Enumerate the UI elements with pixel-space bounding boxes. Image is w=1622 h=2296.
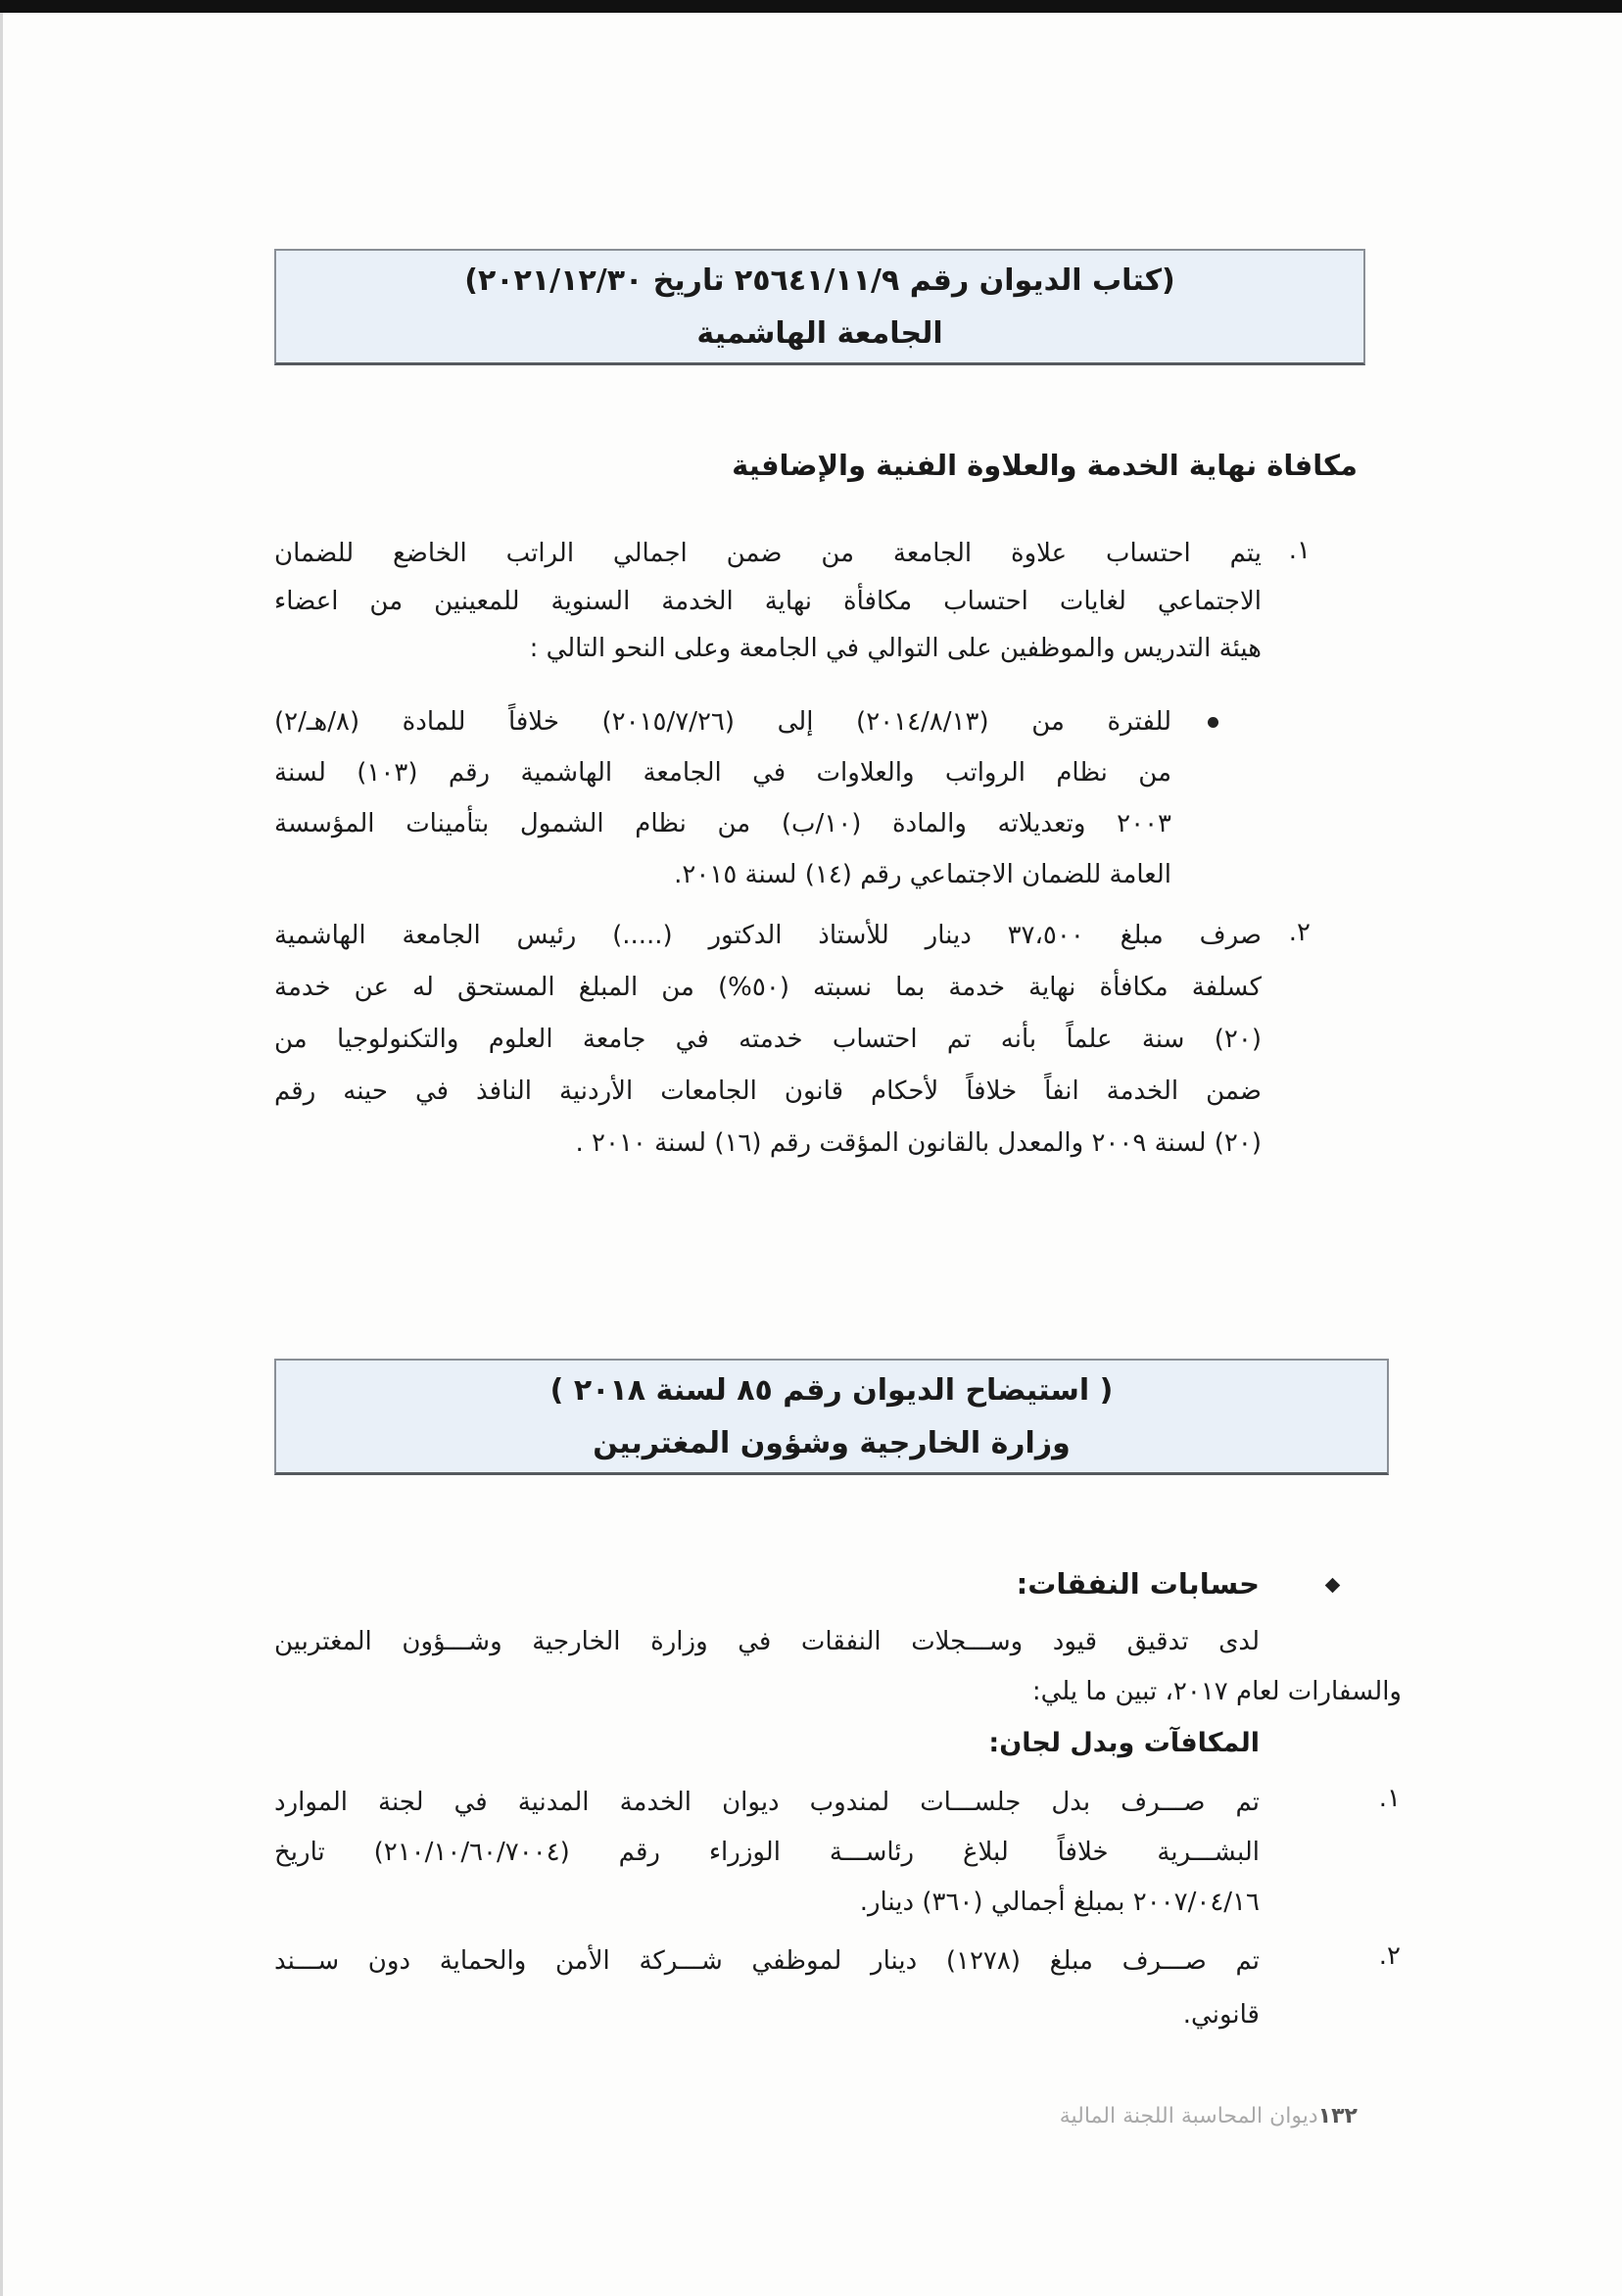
bullet-dot-icon	[1208, 717, 1218, 728]
section2-box-line2: وزارة الخارجية وشؤون المغتربين	[593, 1426, 1071, 1460]
section2-box-line1: ( استيضاح الديوان رقم ٨٥ لسنة ٢٠١٨ )	[549, 1373, 1114, 1408]
section2-subheading: المكافآت وبدل لجان:	[988, 1728, 1260, 1758]
text-line: لدى تدقيق قيود وســـجلات النفقات في وزارة الخارجية وشـــؤون المغتربين	[274, 1627, 1260, 1656]
text-line: (٢٠) لسنة ٢٠٠٩ والمعدل بالقانون المؤقت رقم (١٦) لسنة ٢٠١٠ .	[575, 1128, 1262, 1158]
text-line: ٢٠٠٣ وتعديلاته والمادة (١٠/ب) من نظام الشمول بتأمينات المؤسسة	[274, 809, 1171, 838]
section1-heading: مكافاة نهاية الخدمة والعلاوة الفنية والإضافية	[732, 449, 1358, 482]
section2-intro-line1	[274, 1618, 1260, 1665]
section1-item2-number: ٢.	[1288, 918, 1311, 947]
section1-box-line2: الجامعة الهاشمية	[696, 316, 943, 351]
section2-heading: حسابات النفقات:	[1016, 1567, 1260, 1601]
section2-item2-number: ٢.	[1378, 1941, 1401, 1971]
section2-item2	[274, 1935, 1260, 2042]
text-line: العامة للضمان الاجتماعي رقم (١٤) لسنة ٢٠١٥.	[674, 860, 1171, 889]
section1-box-line1: (كتاب الديوان رقم ٢٥٦٤١/١١/٩ تاريخ ٢٠٢١/١٢/٣٠)	[464, 263, 1175, 298]
text-line: يتم احتساب علاوة الجامعة من ضمن اجمالي الراتب الخاضع للضمان	[274, 539, 1262, 568]
text-line: قانوني.	[1182, 2000, 1260, 2030]
text-line: ضمن الخدمة انفاً خلافاً لأحكام قانون الجامعات الأردنية النافذ في حينه رقم	[274, 1076, 1262, 1106]
scan-top-band	[0, 0, 1622, 13]
diamond-bullet-icon	[1325, 1578, 1341, 1594]
page-footer	[1060, 2104, 1358, 2129]
page-number: ١٣٢	[1317, 2104, 1358, 2129]
text-line: تم صـــرف بدل جلســـات لمندوب ديوان الخدمة المدنية في لجنة الموارد	[274, 1788, 1260, 1817]
text-line: للفترة من (٢٠١٤/٨/١٣) إلى (٢٠١٥/٧/٢٦) خلافاً للمادة (٨/هـ/٢)	[274, 707, 1171, 737]
section1-item1	[274, 530, 1262, 673]
section1-bullet	[274, 696, 1171, 900]
text-line: والسفارات لعام ٢٠١٧، تبين ما يلي:	[1031, 1677, 1402, 1706]
section2-item1-number: ١.	[1378, 1784, 1401, 1813]
text-line: (٢٠) سنة علماً بأنه تم احتساب خدمته في جامعة العلوم والتكنولوجيا من	[274, 1025, 1262, 1054]
text-line: هيئة التدريس والموظفين على التوالي في الجامعة وعلى النحو التالي :	[529, 634, 1262, 663]
text-line: ٢٠٠٧/٠٤/١٦ بمبلغ أجمالي (٣٦٠) دينار.	[859, 1888, 1260, 1917]
text-line: تم صـــرف مبلغ (١٢٧٨) دينار لموظفي شـــركة الأمن والحماية دون ســـند	[274, 1946, 1261, 1976]
text-line: كسلفة مكافأة نهاية خدمة بما نسبته (٥٠%) من المبلغ المستحق له عن خدمة	[274, 973, 1262, 1002]
text-line: الاجتماعي لغايات احتساب مكافأة نهاية الخدمة السنوية للمعينين من اعضاء	[274, 586, 1262, 616]
section1-item1-number: ١.	[1288, 536, 1311, 565]
text-line: صرف مبلغ ٣٧،٥٠٠ دينار للأستاذ الدكتور (.....) رئيس الجامعة الهاشمية	[274, 921, 1262, 950]
section2-intro-line2	[1032, 1668, 1402, 1715]
footer-text: ديوان المحاسبة اللجنة المالية	[1059, 2104, 1318, 2129]
section2-title-box	[274, 1359, 1389, 1475]
section2-item1	[274, 1778, 1260, 1928]
text-line: البشـــرية خلافاً لبلاغ رئاســـة الوزراء رقم (٢١٠/١٠/٦٠/٧٠٠٤) تاريخ	[274, 1838, 1260, 1867]
section1-item2	[274, 910, 1262, 1170]
text-line: من نظام الرواتب والعلاوات في الجامعة الهاشمية رقم (١٠٣) لسنة	[274, 758, 1171, 788]
scan-left-edge	[0, 13, 3, 2296]
section1-title-box	[274, 249, 1365, 365]
